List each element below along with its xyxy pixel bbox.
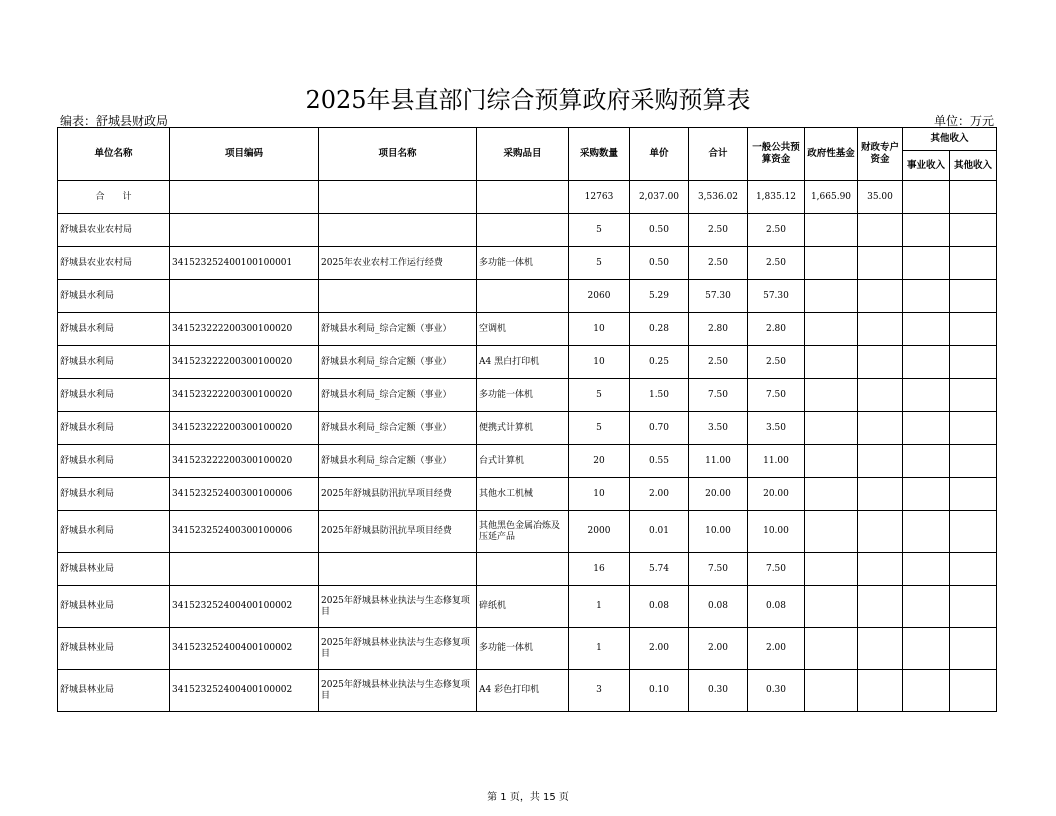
project-code-cell: 341523222200300100020 xyxy=(170,346,319,379)
project-code-cell xyxy=(170,553,319,586)
quantity-cell: 1 xyxy=(569,586,630,628)
project-name-cell: 2025年舒城县防汛抗旱项目经费 xyxy=(319,478,477,511)
table-row xyxy=(58,586,997,628)
project-code-cell: 341523252400300100006 xyxy=(170,478,319,511)
header-item: 采购品目 xyxy=(477,128,569,181)
project-name-cell: 舒城县水利局_综合定额（事业） xyxy=(319,445,477,478)
total-cell: 57.30 xyxy=(689,280,748,313)
budget-table xyxy=(57,127,997,712)
price-cell: 5.29 xyxy=(630,280,689,313)
empty-cell xyxy=(903,553,950,586)
item-cell xyxy=(477,553,569,586)
empty-cell xyxy=(805,586,858,628)
total-cell: 11.00 xyxy=(689,445,748,478)
project-name-cell: 舒城县水利局_综合定额（事业） xyxy=(319,313,477,346)
empty-cell xyxy=(858,313,903,346)
project-code-cell: 341523252400400100002 xyxy=(170,586,319,628)
empty-cell xyxy=(903,478,950,511)
item-cell: 碎纸机 xyxy=(477,586,569,628)
empty-cell xyxy=(950,445,997,478)
empty-cell xyxy=(950,553,997,586)
general-budget-cell: 0.30 xyxy=(748,670,805,712)
quantity-cell: 16 xyxy=(569,553,630,586)
general-budget-cell: 2.00 xyxy=(748,628,805,670)
unit-name-cell: 舒城县水利局 xyxy=(58,379,170,412)
unit-name-cell: 舒城县水利局 xyxy=(58,511,170,553)
project-name-cell: 舒城县水利局_综合定额（事业） xyxy=(319,412,477,445)
header-other: 其他收入 xyxy=(950,151,997,181)
table-row xyxy=(58,628,997,670)
header-price: 单价 xyxy=(630,128,689,181)
unit-name-cell: 舒城县水利局 xyxy=(58,412,170,445)
project-code-cell: 341523222200300100020 xyxy=(170,313,319,346)
quantity-cell: 1 xyxy=(569,628,630,670)
total-label: 合 计 xyxy=(58,181,170,214)
total-cell: 7.50 xyxy=(689,553,748,586)
project-name-cell: 舒城县水利局_综合定额（事业） xyxy=(319,346,477,379)
header-total: 合计 xyxy=(689,128,748,181)
empty-cell xyxy=(805,379,858,412)
empty-cell xyxy=(950,586,997,628)
item-cell: A4 彩色打印机 xyxy=(477,670,569,712)
project-code-cell: 341523252400300100006 xyxy=(170,511,319,553)
general-budget-cell: 20.00 xyxy=(748,478,805,511)
header-project-code: 项目编码 xyxy=(170,128,319,181)
empty-cell xyxy=(805,280,858,313)
table-row xyxy=(58,379,997,412)
general-budget-cell: 10.00 xyxy=(748,511,805,553)
general-budget-cell: 57.30 xyxy=(748,280,805,313)
general-budget-cell: 2.50 xyxy=(748,214,805,247)
total-cell: 0.30 xyxy=(689,670,748,712)
unit-name-cell: 舒城县水利局 xyxy=(58,346,170,379)
empty-cell xyxy=(858,214,903,247)
empty-cell xyxy=(858,412,903,445)
empty-cell xyxy=(950,670,997,712)
total-cell: 7.50 xyxy=(689,379,748,412)
total-cell: 2.00 xyxy=(689,628,748,670)
empty-cell xyxy=(858,586,903,628)
table-row xyxy=(58,247,997,280)
empty-cell xyxy=(950,214,997,247)
header-quantity: 采购数量 xyxy=(569,128,630,181)
project-code-cell: 341523252400400100002 xyxy=(170,628,319,670)
empty-cell xyxy=(805,511,858,553)
price-cell: 2.00 xyxy=(630,628,689,670)
empty-cell xyxy=(858,553,903,586)
project-code-cell: 341523222200300100020 xyxy=(170,379,319,412)
quantity-cell: 10 xyxy=(569,478,630,511)
empty-cell xyxy=(805,628,858,670)
empty-cell xyxy=(858,445,903,478)
header-gov-fund: 政府性基金 xyxy=(805,128,858,181)
item-cell: 台式计算机 xyxy=(477,445,569,478)
empty-cell xyxy=(805,445,858,478)
item-cell: 其他黑色金属冶炼及压延产品 xyxy=(477,511,569,553)
price-cell: 0.50 xyxy=(630,214,689,247)
price-cell: 5.74 xyxy=(630,553,689,586)
item-cell: A4 黑白打印机 xyxy=(477,346,569,379)
general-budget-cell: 3.50 xyxy=(748,412,805,445)
empty-cell xyxy=(903,379,950,412)
empty-cell xyxy=(903,445,950,478)
empty-cell xyxy=(858,379,903,412)
unit-name-cell: 舒城县林业局 xyxy=(58,670,170,712)
price-cell: 2.00 xyxy=(630,478,689,511)
project-code-cell: 341523252400100100001 xyxy=(170,247,319,280)
page-footer: 第 1 页，共 15 页 xyxy=(487,792,569,803)
item-cell: 多功能一体机 xyxy=(477,628,569,670)
empty-cell xyxy=(903,247,950,280)
empty-cell xyxy=(903,670,950,712)
header-other-income: 其他收入 xyxy=(903,128,997,151)
project-code-cell xyxy=(170,280,319,313)
general-budget-cell: 7.50 xyxy=(748,379,805,412)
table-row xyxy=(58,478,997,511)
header-project-name: 项目名称 xyxy=(319,128,477,181)
price-cell: 0.08 xyxy=(630,586,689,628)
total-cell: 2.50 xyxy=(689,346,748,379)
price-cell: 0.70 xyxy=(630,412,689,445)
project-name-cell: 2025年舒城县林业执法与生态修复项目 xyxy=(319,670,477,712)
item-cell: 多功能一体机 xyxy=(477,247,569,280)
total-cell: 20.00 xyxy=(689,478,748,511)
project-name-cell xyxy=(319,553,477,586)
header-business-income: 事业收入 xyxy=(903,151,950,181)
empty-cell xyxy=(805,214,858,247)
project-code-cell: 341523252400400100002 xyxy=(170,670,319,712)
empty-cell xyxy=(858,346,903,379)
empty-cell xyxy=(805,346,858,379)
total-cell: 0.08 xyxy=(689,586,748,628)
empty-cell xyxy=(903,313,950,346)
table-row xyxy=(58,511,997,553)
project-name-cell xyxy=(319,214,477,247)
unit-name-cell: 舒城县水利局 xyxy=(58,280,170,313)
general-budget-cell: 0.08 xyxy=(748,586,805,628)
project-code-cell: 341523222200300100020 xyxy=(170,412,319,445)
unit-name-cell: 舒城县林业局 xyxy=(58,628,170,670)
quantity-cell: 2060 xyxy=(569,280,630,313)
empty-cell xyxy=(903,412,950,445)
project-name-cell: 2025年舒城县林业执法与生态修复项目 xyxy=(319,628,477,670)
empty-cell xyxy=(903,628,950,670)
empty-cell xyxy=(805,412,858,445)
empty-cell xyxy=(950,478,997,511)
total-row xyxy=(58,181,997,214)
item-cell xyxy=(477,280,569,313)
empty-cell xyxy=(858,628,903,670)
header-unit-name: 单位名称 xyxy=(58,128,170,181)
price-cell: 0.01 xyxy=(630,511,689,553)
unit-name-cell: 舒城县林业局 xyxy=(58,553,170,586)
empty-cell xyxy=(950,313,997,346)
empty-cell xyxy=(858,670,903,712)
price-cell: 0.50 xyxy=(630,247,689,280)
project-name-cell: 2025年农业农村工作运行经费 xyxy=(319,247,477,280)
project-name-cell: 舒城县水利局_综合定额（事业） xyxy=(319,379,477,412)
project-name-cell xyxy=(319,280,477,313)
empty-cell xyxy=(950,379,997,412)
table-row xyxy=(58,346,997,379)
project-name-cell: 2025年舒城县防汛抗旱项目经费 xyxy=(319,511,477,553)
quantity-cell: 2000 xyxy=(569,511,630,553)
total-cell: 2.50 xyxy=(689,214,748,247)
table-row xyxy=(58,313,997,346)
quantity-cell: 5 xyxy=(569,247,630,280)
empty-cell xyxy=(903,346,950,379)
empty-cell xyxy=(903,214,950,247)
table-row xyxy=(58,280,997,313)
item-cell: 多功能一体机 xyxy=(477,379,569,412)
unit-name-cell: 舒城县农业农村局 xyxy=(58,247,170,280)
header-general-budget: 一般公共预算资金 xyxy=(748,128,805,181)
empty-cell xyxy=(950,628,997,670)
unit-name-cell: 舒城县水利局 xyxy=(58,313,170,346)
empty-cell xyxy=(950,346,997,379)
general-budget-cell: 2.50 xyxy=(748,247,805,280)
table-row xyxy=(58,412,997,445)
empty-cell xyxy=(903,280,950,313)
price-cell: 0.25 xyxy=(630,346,689,379)
price-cell: 1.50 xyxy=(630,379,689,412)
empty-cell xyxy=(805,247,858,280)
empty-cell xyxy=(805,553,858,586)
quantity-cell: 5 xyxy=(569,412,630,445)
table-row xyxy=(58,214,997,247)
total-price: 2,037.00 xyxy=(630,181,689,214)
unit-name-cell: 舒城县水利局 xyxy=(58,445,170,478)
empty-cell xyxy=(858,247,903,280)
unit-name-cell: 舒城县水利局 xyxy=(58,478,170,511)
price-cell: 0.55 xyxy=(630,445,689,478)
total-cell: 2.50 xyxy=(689,247,748,280)
total-cell: 10.00 xyxy=(689,511,748,553)
item-cell: 空调机 xyxy=(477,313,569,346)
unit-name-cell: 舒城县林业局 xyxy=(58,586,170,628)
total-amount: 3,536.02 xyxy=(689,181,748,214)
general-budget-cell: 7.50 xyxy=(748,553,805,586)
empty-cell xyxy=(903,511,950,553)
table-row xyxy=(58,553,997,586)
quantity-cell: 10 xyxy=(569,313,630,346)
price-cell: 0.10 xyxy=(630,670,689,712)
unit-name-cell: 舒城县农业农村局 xyxy=(58,214,170,247)
general-budget-cell: 11.00 xyxy=(748,445,805,478)
quantity-cell: 5 xyxy=(569,214,630,247)
empty-cell xyxy=(858,478,903,511)
empty-cell xyxy=(858,280,903,313)
page-title: 2025年县直部门综合预算政府采购预算表 xyxy=(305,86,751,114)
total-cell: 3.50 xyxy=(689,412,748,445)
empty-cell xyxy=(950,280,997,313)
quantity-cell: 20 xyxy=(569,445,630,478)
total-gov-fund: 1,665.90 xyxy=(805,181,858,214)
project-code-cell xyxy=(170,214,319,247)
total-special-account: 35.00 xyxy=(858,181,903,214)
compiler-label: 编表：舒城县财政局 xyxy=(60,114,169,128)
quantity-cell: 5 xyxy=(569,379,630,412)
total-general-budget: 1,835.12 xyxy=(748,181,805,214)
empty-cell xyxy=(858,511,903,553)
empty-cell xyxy=(903,586,950,628)
quantity-cell: 3 xyxy=(569,670,630,712)
table-row xyxy=(58,670,997,712)
quantity-cell: 10 xyxy=(569,346,630,379)
empty-cell xyxy=(950,247,997,280)
project-code-cell: 341523222200300100020 xyxy=(170,445,319,478)
item-cell: 其他水工机械 xyxy=(477,478,569,511)
project-name-cell: 2025年舒城县林业执法与生态修复项目 xyxy=(319,586,477,628)
general-budget-cell: 2.50 xyxy=(748,346,805,379)
total-quantity: 12763 xyxy=(569,181,630,214)
empty-cell xyxy=(805,478,858,511)
empty-cell xyxy=(950,511,997,553)
total-cell: 2.80 xyxy=(689,313,748,346)
empty-cell xyxy=(805,670,858,712)
table-row xyxy=(58,445,997,478)
price-cell: 0.28 xyxy=(630,313,689,346)
item-cell: 便携式计算机 xyxy=(477,412,569,445)
item-cell xyxy=(477,214,569,247)
empty-cell xyxy=(805,313,858,346)
unit-label: 单位：万元 xyxy=(933,114,994,128)
general-budget-cell: 2.80 xyxy=(748,313,805,346)
header-special-account: 财政专户资金 xyxy=(858,128,903,181)
empty-cell xyxy=(950,412,997,445)
